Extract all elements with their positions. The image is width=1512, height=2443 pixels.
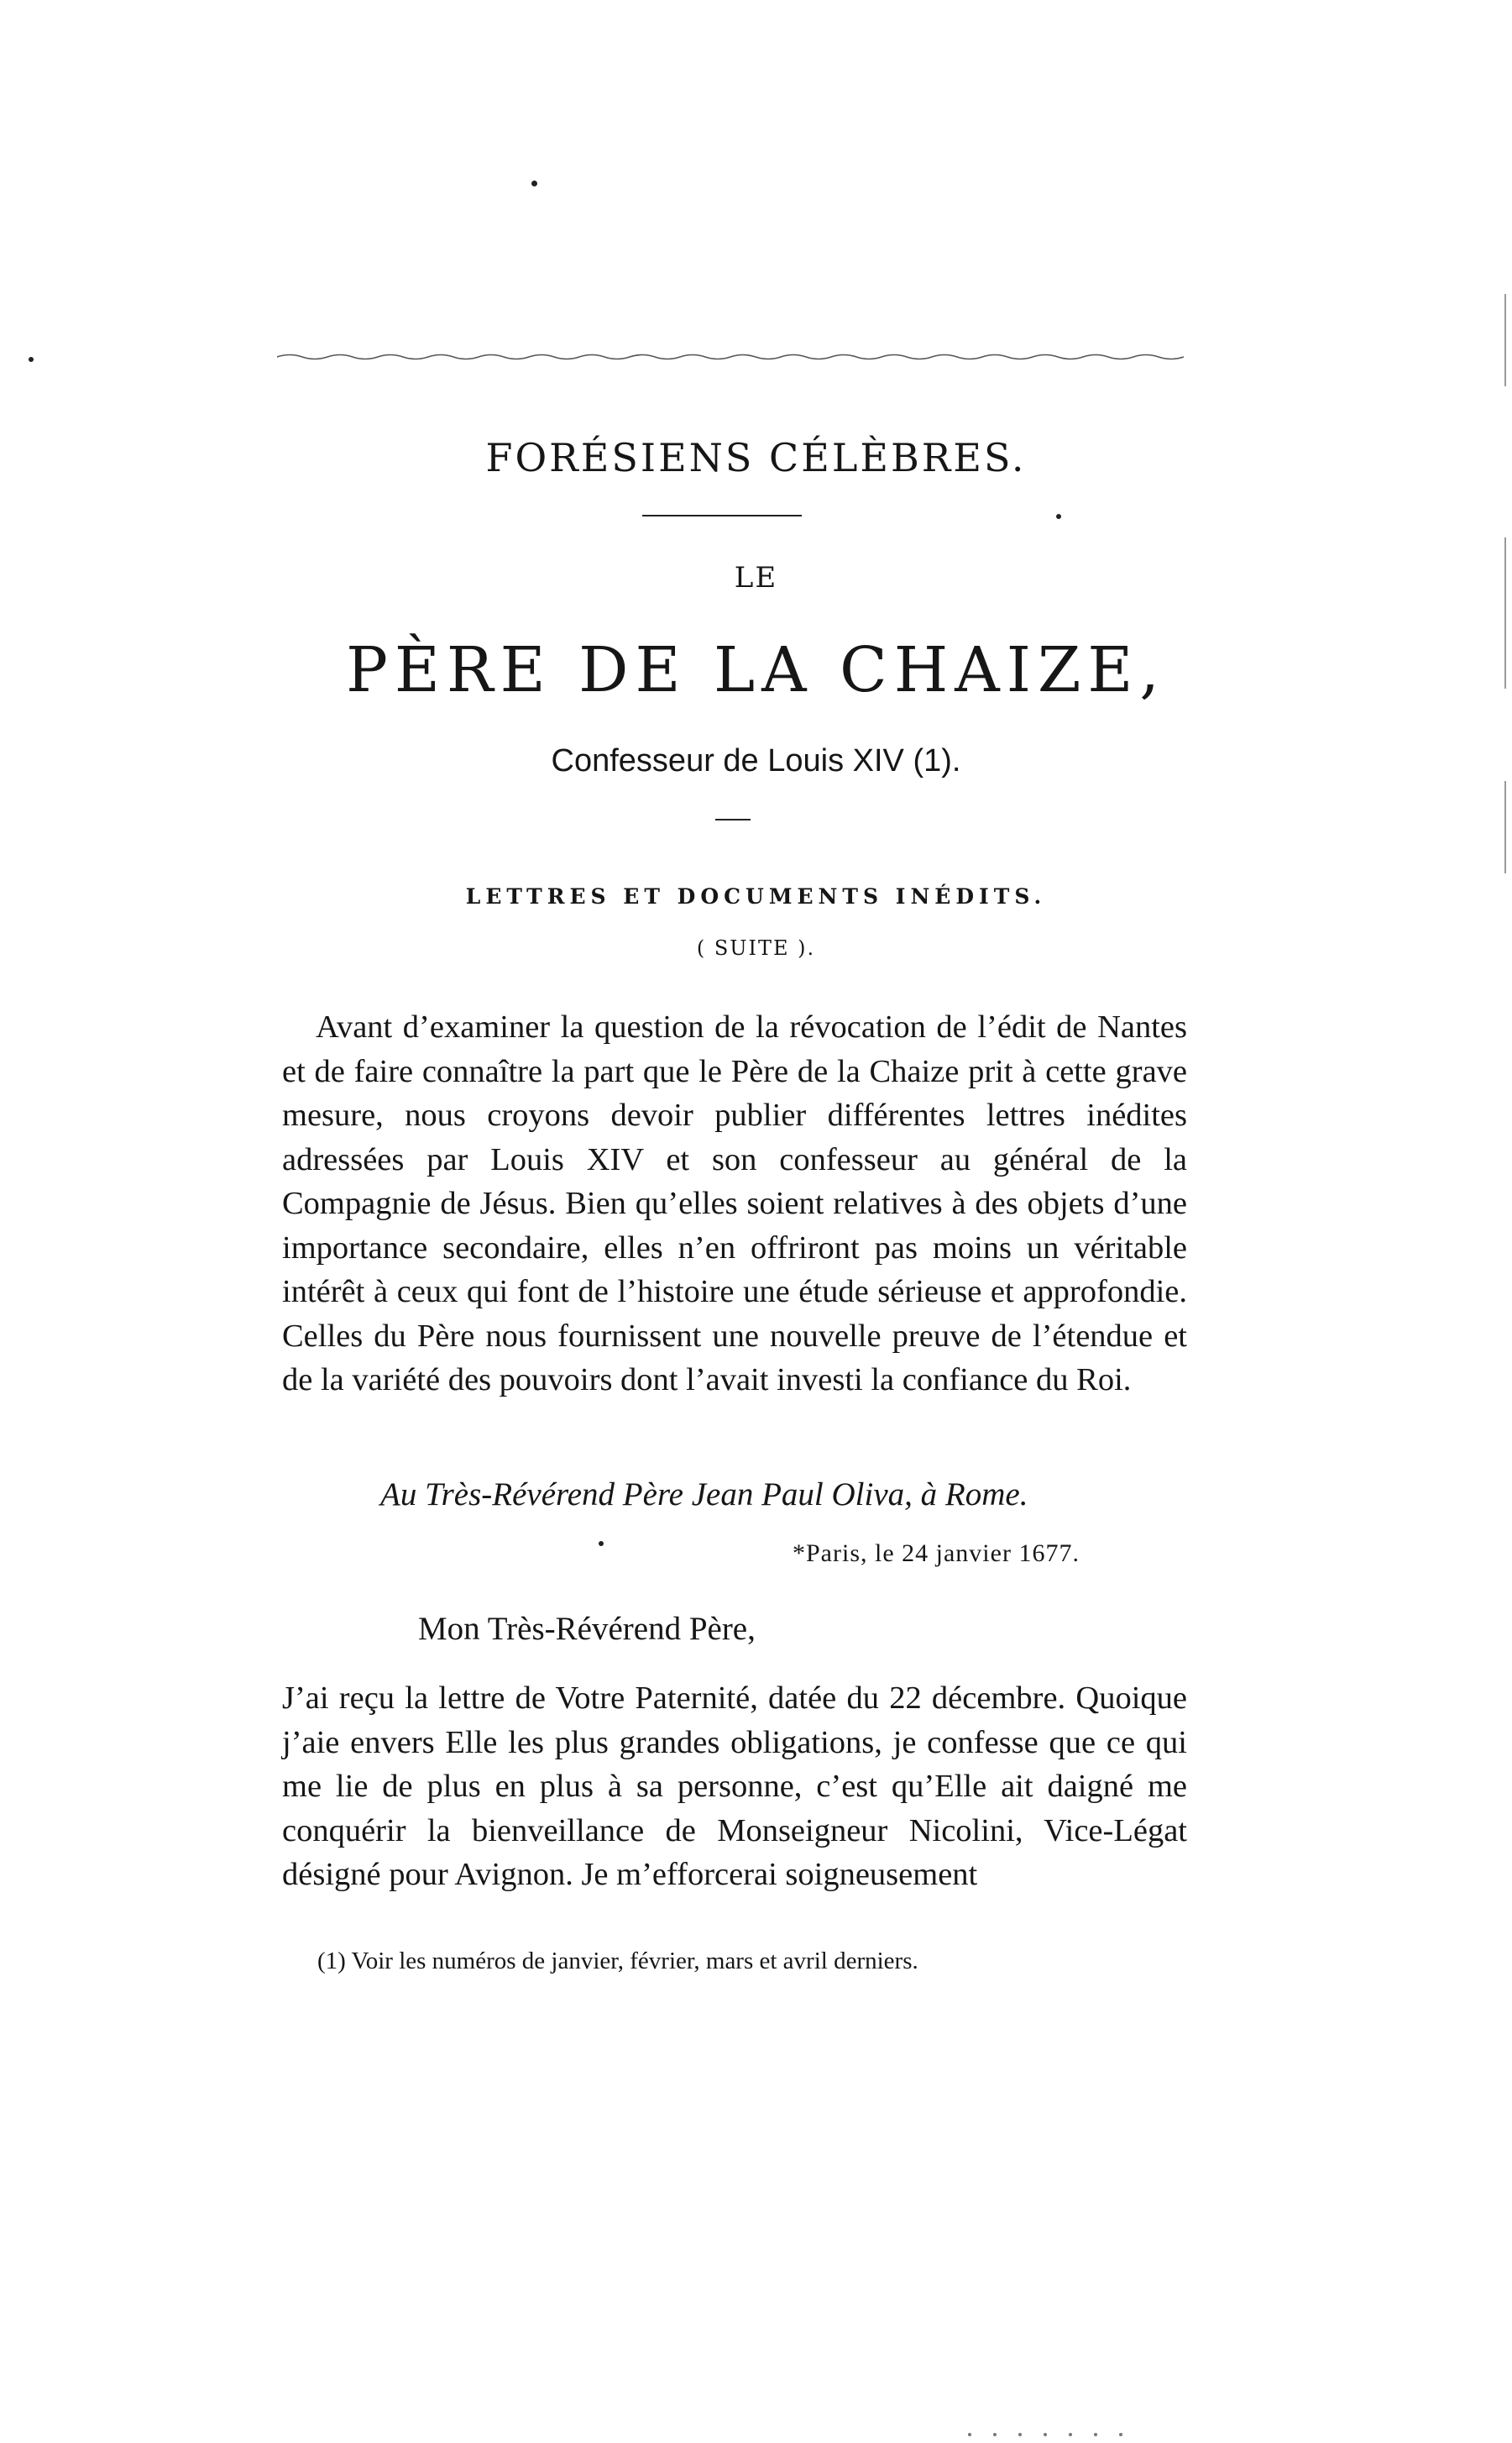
ink-speck — [599, 1541, 604, 1546]
title-rule — [642, 515, 802, 516]
ink-speck — [531, 181, 537, 186]
bottom-marks — [965, 2432, 1142, 2437]
letter-salutation: Mon Très-Révérend Père, — [418, 1611, 756, 1647]
pre-title: LE — [734, 561, 778, 595]
section-heading: LETTRES ET DOCUMENTS INÉDITS. — [465, 884, 1047, 909]
subtitle: Confesseur de Louis XIV (1). — [551, 743, 961, 779]
ink-speck — [1056, 514, 1061, 519]
ink-speck — [29, 357, 34, 362]
edge-mark — [1504, 781, 1506, 873]
short-rule — [715, 819, 751, 820]
letter-date: *Paris, le 24 janvier 1677. — [793, 1539, 1080, 1567]
letter-heading: Au Très-Révérend Père Jean Paul Oliva, à Rome. — [380, 1476, 1028, 1512]
section-title: FORÉSIENS CÉLÈBRES. — [485, 435, 1027, 480]
suite-label: ( SUITE ). — [696, 936, 816, 960]
footnote: (1) Voir les numéros de janvier, février, mars et avril derniers. — [317, 1948, 918, 1974]
top-ornamental-rule — [277, 351, 1184, 363]
letter-body: J’ai reçu la lettre de Votre Paternité, datée du 22 décembre. Quoique j’aie envers Elle les plus grandes obligations, je confesse que ce qui me lie de plus en plus à sa personne, c’est qu’Elle ait daigné me conquérir la bienveillance de Monseigneur Nicolini, Vice-Légat désigné pour Avignon. Je m’efforcerai soigneusement — [282, 1680, 1187, 1892]
intro-paragraph: Avant d’examiner la question de la révocation de l’édit de Nantes et de faire connaître la part que le Père de la Chaize prit à cette grave mesure, nous croyons devoir publier différentes lettres inédites adressées par Louis XIV et son confesseur au général de la Compagnie de Jésus. Bien qu’elles soient relatives à des objets d’une importance secondaire, elles n’en offriront pas moins un véritable intérêt à ceux qui font de l’histoire une étude sérieuse et approfondie. Celles du Père nous fournissent une nouvelle preuve de l’étendue et de la variété des pouvoirs dont l’avait investi la confiance du Roi. — [282, 1009, 1187, 1397]
main-title: PÈRE DE LA CHAIZE, — [346, 634, 1166, 706]
edge-mark — [1504, 294, 1506, 386]
